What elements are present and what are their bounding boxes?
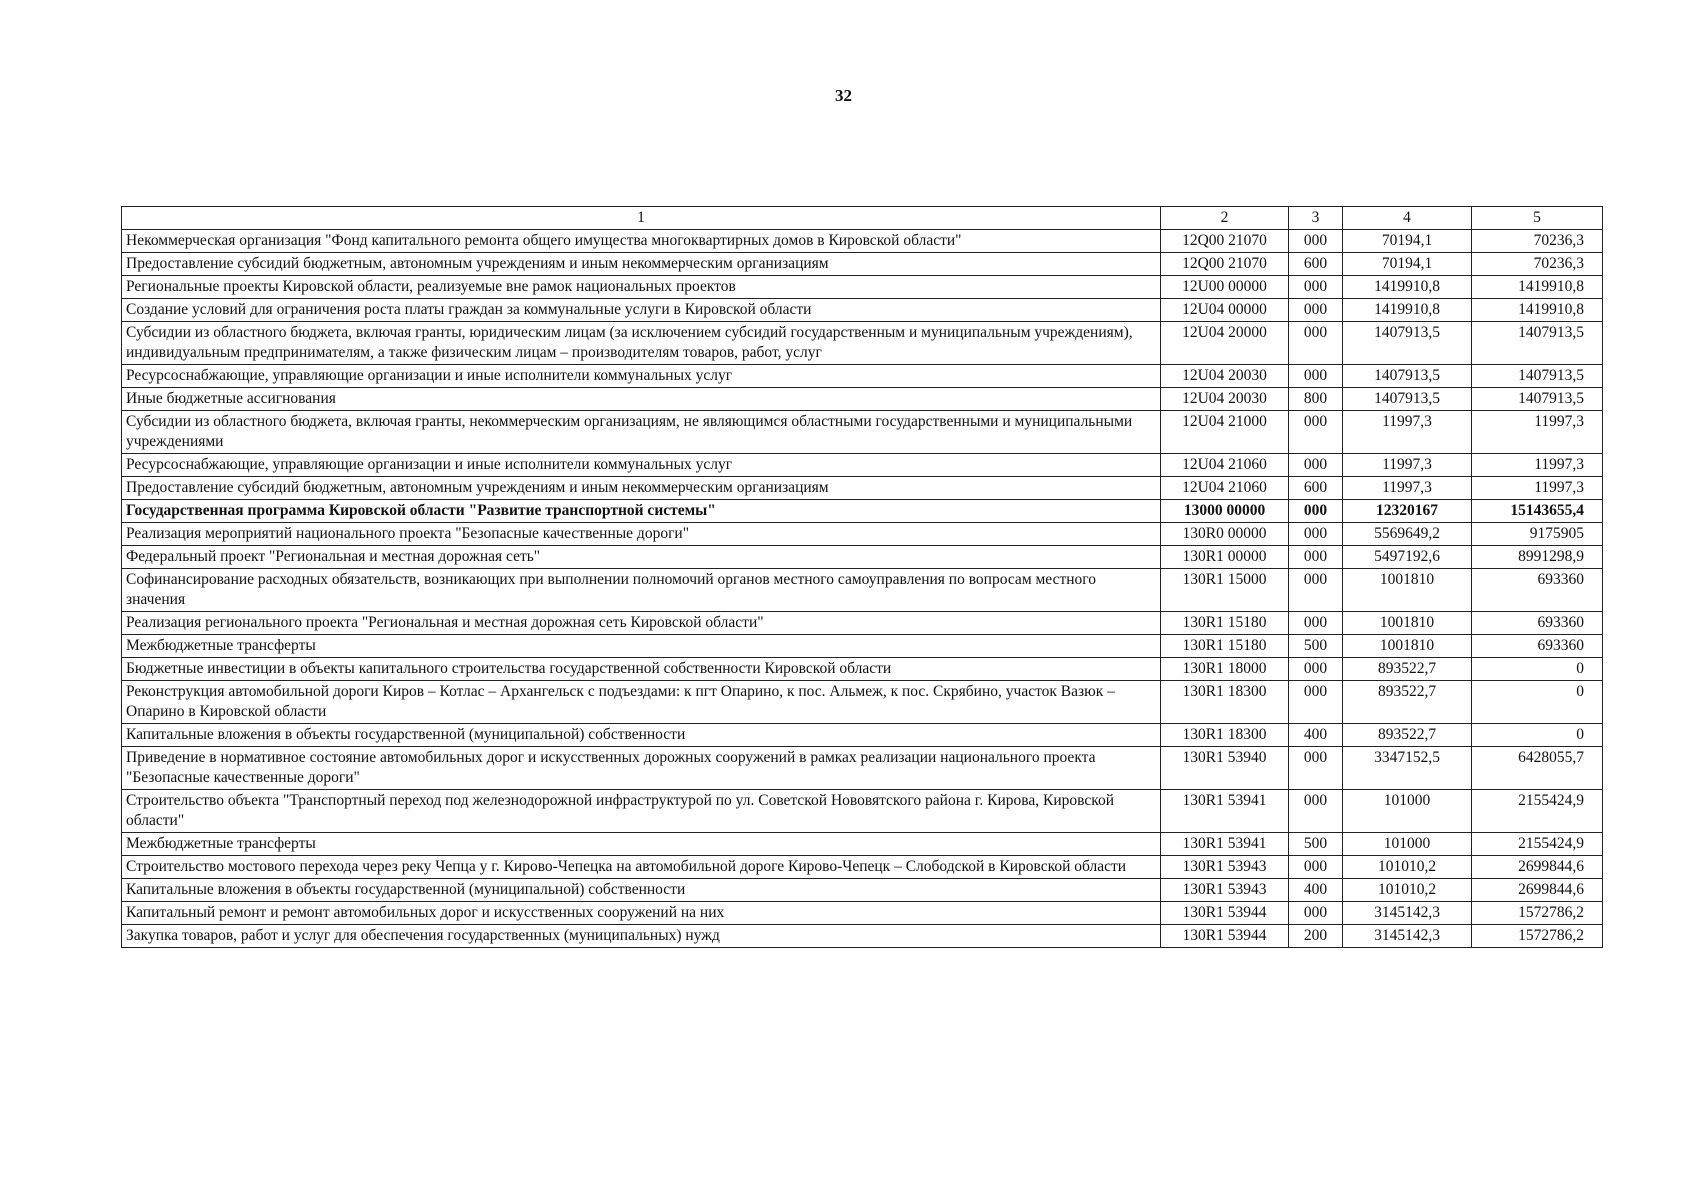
row-value-2023: 1419910,8 <box>1343 299 1472 322</box>
row-name: Субсидии из областного бюджета, включая гранты, юридическим лицам (за исключением субсидий государственным и муниципальным учреждениям), индивидуальным предпринимателям, а также физическим лицам – производителям товаров, работ, услуг <box>122 322 1161 365</box>
table-row <box>122 253 1603 276</box>
row-expense-kind: 000 <box>1289 546 1343 569</box>
row-value-2024: 1572786,2 <box>1472 925 1603 948</box>
row-value-2023: 5569649,2 <box>1343 523 1472 546</box>
row-expense-kind: 000 <box>1289 276 1343 299</box>
row-code: 130R0 00000 <box>1161 523 1289 546</box>
table-row <box>122 546 1603 569</box>
row-name: Капитальные вложения в объекты государственной (муниципальной) собственности <box>122 724 1161 747</box>
row-value-2024: 0 <box>1472 658 1603 681</box>
row-value-2024: 693360 <box>1472 612 1603 635</box>
row-expense-kind: 600 <box>1289 477 1343 500</box>
row-code: 12U04 21060 <box>1161 454 1289 477</box>
row-value-2024: 1407913,5 <box>1472 365 1603 388</box>
row-code: 130R1 53940 <box>1161 747 1289 790</box>
row-expense-kind: 000 <box>1289 299 1343 322</box>
row-value-2024: 70236,3 <box>1472 230 1603 253</box>
row-value-2024: 1407913,5 <box>1472 322 1603 365</box>
row-name: Некоммерческая организация "Фонд капитального ремонта общего имущества многоквартирных домов в Кировской области" <box>122 230 1161 253</box>
row-code: 13000 00000 <box>1161 500 1289 523</box>
row-expense-kind: 500 <box>1289 635 1343 658</box>
row-expense-kind: 000 <box>1289 523 1343 546</box>
row-name: Ресурсоснабжающие, управляющие организации и иные исполнители коммунальных услуг <box>122 365 1161 388</box>
row-name: Субсидии из областного бюджета, включая гранты, некоммерческим организациям, не являющимся областными государственными и муниципальными учреждениями <box>122 411 1161 454</box>
table-row <box>122 747 1603 790</box>
row-value-2023: 11997,3 <box>1343 411 1472 454</box>
table-row <box>122 635 1603 658</box>
row-code: 130R1 18300 <box>1161 724 1289 747</box>
page-number: 32 <box>835 86 852 105</box>
row-code: 130R1 18000 <box>1161 658 1289 681</box>
row-value-2024: 15143655,4 <box>1472 500 1603 523</box>
row-expense-kind: 000 <box>1289 902 1343 925</box>
row-value-2024: 11997,3 <box>1472 477 1603 500</box>
table-row <box>122 230 1603 253</box>
row-value-2024: 2155424,9 <box>1472 833 1603 856</box>
row-expense-kind: 600 <box>1289 253 1343 276</box>
row-code: 130R1 53943 <box>1161 879 1289 902</box>
row-code: 12Q00 21070 <box>1161 230 1289 253</box>
row-code: 130R1 53943 <box>1161 856 1289 879</box>
row-name: Межбюджетные трансферты <box>122 635 1161 658</box>
row-value-2023: 1419910,8 <box>1343 276 1472 299</box>
row-value-2024: 1419910,8 <box>1472 299 1603 322</box>
table-row <box>122 388 1603 411</box>
row-code: 130R1 53941 <box>1161 790 1289 833</box>
row-name: Софинансирование расходных обязательств, возникающих при выполнении полномочий органов местного самоуправления по вопросам местного значения <box>122 569 1161 612</box>
row-name: Реконструкция автомобильной дороги Киров – Котлас – Архангельск с подъездами: к пгт Опарино, к пос. Альмеж, к пос. Скрябино, участок Вазюк – Опарино в Кировской области <box>122 681 1161 724</box>
row-name: Федеральный проект "Региональная и местная дорожная сеть" <box>122 546 1161 569</box>
row-code: 130R1 15000 <box>1161 569 1289 612</box>
row-code: 130R1 53941 <box>1161 833 1289 856</box>
table-row <box>122 612 1603 635</box>
row-value-2023: 5497192,6 <box>1343 546 1472 569</box>
row-expense-kind: 000 <box>1289 856 1343 879</box>
row-expense-kind: 000 <box>1289 658 1343 681</box>
row-value-2023: 101000 <box>1343 790 1472 833</box>
row-value-2023: 1001810 <box>1343 635 1472 658</box>
row-value-2023: 12320167 <box>1343 500 1472 523</box>
row-code: 130R1 53944 <box>1161 925 1289 948</box>
row-value-2024: 0 <box>1472 681 1603 724</box>
row-name: Межбюджетные трансферты <box>122 833 1161 856</box>
table-row <box>122 365 1603 388</box>
row-expense-kind: 400 <box>1289 724 1343 747</box>
row-code: 130R1 53944 <box>1161 902 1289 925</box>
row-expense-kind: 000 <box>1289 411 1343 454</box>
row-expense-kind: 000 <box>1289 454 1343 477</box>
row-name: Капитальный ремонт и ремонт автомобильных дорог и искусственных сооружений на них <box>122 902 1161 925</box>
table-row <box>122 681 1603 724</box>
row-value-2023: 101010,2 <box>1343 856 1472 879</box>
row-name: Предоставление субсидий бюджетным, автономным учреждениям и иным некоммерческим организациям <box>122 477 1161 500</box>
table-row <box>122 925 1603 948</box>
row-expense-kind: 000 <box>1289 230 1343 253</box>
table-row <box>122 569 1603 612</box>
row-value-2024: 0 <box>1472 724 1603 747</box>
row-value-2023: 11997,3 <box>1343 454 1472 477</box>
row-expense-kind: 400 <box>1289 879 1343 902</box>
row-expense-kind: 500 <box>1289 833 1343 856</box>
row-expense-kind: 000 <box>1289 681 1343 724</box>
row-value-2023: 70194,1 <box>1343 230 1472 253</box>
row-value-2024: 693360 <box>1472 635 1603 658</box>
row-value-2024: 1419910,8 <box>1472 276 1603 299</box>
row-code: 12U04 21000 <box>1161 411 1289 454</box>
row-value-2023: 70194,1 <box>1343 253 1472 276</box>
row-value-2023: 101010,2 <box>1343 879 1472 902</box>
row-expense-kind: 000 <box>1289 612 1343 635</box>
table-row <box>122 724 1603 747</box>
row-code: 12Q00 21070 <box>1161 253 1289 276</box>
row-value-2024: 11997,3 <box>1472 454 1603 477</box>
row-value-2024: 11997,3 <box>1472 411 1603 454</box>
row-code: 130R1 18300 <box>1161 681 1289 724</box>
row-value-2023: 1407913,5 <box>1343 365 1472 388</box>
column-header: 5 <box>1472 207 1603 230</box>
table-row <box>122 658 1603 681</box>
row-name: Ресурсоснабжающие, управляющие организации и иные исполнители коммунальных услуг <box>122 454 1161 477</box>
row-expense-kind: 000 <box>1289 322 1343 365</box>
row-value-2023: 1407913,5 <box>1343 322 1472 365</box>
row-value-2024: 2699844,6 <box>1472 856 1603 879</box>
row-name: Закупка товаров, работ и услуг для обеспечения государственных (муниципальных) нужд <box>122 925 1161 948</box>
row-value-2024: 693360 <box>1472 569 1603 612</box>
row-name: Строительство мостового перехода через реку Чепца у г. Кирово-Чепецка на автомобильной дороге Кирово-Чепецк – Слободской в Кировской области <box>122 856 1161 879</box>
row-value-2023: 3145142,3 <box>1343 925 1472 948</box>
column-header: 1 <box>122 207 1161 230</box>
row-expense-kind: 000 <box>1289 365 1343 388</box>
table-row <box>122 500 1603 523</box>
table-row <box>122 411 1603 454</box>
row-expense-kind: 800 <box>1289 388 1343 411</box>
row-name: Капитальные вложения в объекты государственной (муниципальной) собственности <box>122 879 1161 902</box>
row-value-2024: 6428055,7 <box>1472 747 1603 790</box>
row-code: 12U04 20000 <box>1161 322 1289 365</box>
row-expense-kind: 200 <box>1289 925 1343 948</box>
row-value-2024: 2155424,9 <box>1472 790 1603 833</box>
table-row <box>122 322 1603 365</box>
row-name: Иные бюджетные ассигнования <box>122 388 1161 411</box>
row-name: Создание условий для ограничения роста платы граждан за коммунальные услуги в Кировской области <box>122 299 1161 322</box>
table-row <box>122 856 1603 879</box>
row-code: 130R1 00000 <box>1161 546 1289 569</box>
row-value-2023: 3145142,3 <box>1343 902 1472 925</box>
row-value-2023: 1001810 <box>1343 612 1472 635</box>
table-row <box>122 902 1603 925</box>
row-expense-kind: 000 <box>1289 569 1343 612</box>
row-value-2024: 2699844,6 <box>1472 879 1603 902</box>
table-row <box>122 790 1603 833</box>
table-header-row <box>122 207 1603 230</box>
row-name: Бюджетные инвестиции в объекты капитального строительства государственной собственности Кировской области <box>122 658 1161 681</box>
row-name: Приведение в нормативное состояние автомобильных дорог и искусственных дорожных сооружений в рамках реализации национального проекта "Безопасные качественные дороги" <box>122 747 1161 790</box>
row-code: 12U00 00000 <box>1161 276 1289 299</box>
row-expense-kind: 000 <box>1289 747 1343 790</box>
row-code: 130R1 15180 <box>1161 612 1289 635</box>
row-value-2023: 3347152,5 <box>1343 747 1472 790</box>
row-value-2023: 11997,3 <box>1343 477 1472 500</box>
row-name: Региональные проекты Кировской области, реализуемые вне рамок национальных проектов <box>122 276 1161 299</box>
row-code: 12U04 21060 <box>1161 477 1289 500</box>
row-name: Реализация мероприятий национального проекта "Безопасные качественные дороги" <box>122 523 1161 546</box>
column-header: 4 <box>1343 207 1472 230</box>
row-code: 12U04 00000 <box>1161 299 1289 322</box>
row-name: Реализация регионального проекта "Региональная и местная дорожная сеть Кировской области" <box>122 612 1161 635</box>
row-expense-kind: 000 <box>1289 500 1343 523</box>
column-header: 2 <box>1161 207 1289 230</box>
row-value-2023: 893522,7 <box>1343 658 1472 681</box>
table-row <box>122 477 1603 500</box>
table-row <box>122 833 1603 856</box>
row-name: Предоставление субсидий бюджетным, автономным учреждениям и иным некоммерческим организациям <box>122 253 1161 276</box>
row-value-2023: 1001810 <box>1343 569 1472 612</box>
row-value-2023: 893522,7 <box>1343 681 1472 724</box>
table-row <box>122 879 1603 902</box>
row-value-2023: 101000 <box>1343 833 1472 856</box>
table-row <box>122 454 1603 477</box>
row-value-2023: 1407913,5 <box>1343 388 1472 411</box>
row-value-2024: 70236,3 <box>1472 253 1603 276</box>
row-expense-kind: 000 <box>1289 790 1343 833</box>
table-row <box>122 276 1603 299</box>
table-row <box>122 299 1603 322</box>
row-code: 12U04 20030 <box>1161 365 1289 388</box>
row-value-2023: 893522,7 <box>1343 724 1472 747</box>
budget-table <box>121 206 1603 948</box>
column-header: 3 <box>1289 207 1343 230</box>
table-row <box>122 523 1603 546</box>
row-value-2024: 1572786,2 <box>1472 902 1603 925</box>
row-value-2024: 9175905 <box>1472 523 1603 546</box>
row-value-2024: 1407913,5 <box>1472 388 1603 411</box>
row-name: Строительство объекта "Транспортный переход под железнодорожной инфраструктурой по ул. Советской Нововятского района г. Кирова, Кировской области" <box>122 790 1161 833</box>
row-code: 130R1 15180 <box>1161 635 1289 658</box>
row-name: Государственная программа Кировской области "Развитие транспортной системы" <box>122 500 1161 523</box>
row-value-2024: 8991298,9 <box>1472 546 1603 569</box>
row-code: 12U04 20030 <box>1161 388 1289 411</box>
